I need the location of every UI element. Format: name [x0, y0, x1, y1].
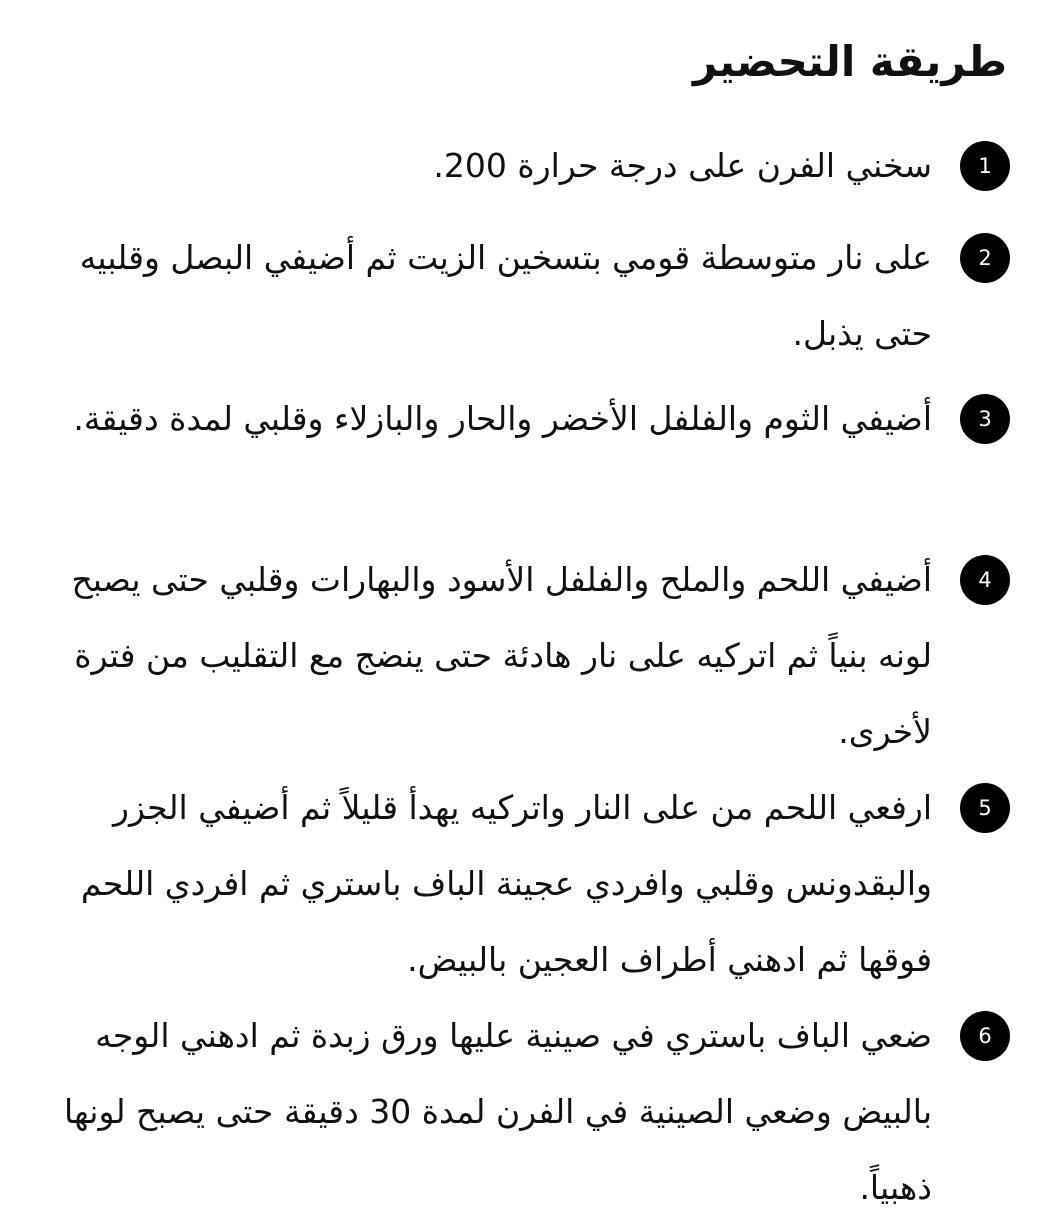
step-text: أضيفي الثوم والفلفل الأخضر والحار والبازلاء وقلبي لمدة دقيقة.: [73, 399, 932, 438]
step-text: سخني الفرن على درجة حرارة 200.: [433, 146, 932, 185]
step-number-badge: 1: [960, 141, 1010, 191]
step-item: [40, 233, 1010, 372]
step-text: أضيفي اللحم والملح والفلفل الأسود والبهارات وقلبي حتى يصبح لونه بنياً ثم اتركيه على نار هادئة حتى ينضج مع التقليب من فترة لأخرى.: [71, 560, 932, 751]
step-number-badge: 2: [960, 233, 1010, 283]
step-text: ضعي الباف باستري في صينية عليها ورق زبدة ثم ادهني الوجه بالبيض وضعي الصينية في الفرن لمدة 30 دقيقة حتى يصبح لونها ذهبياً.: [64, 1016, 932, 1207]
step-number-badge: 4: [960, 555, 1010, 605]
step-number-badge: 5: [960, 783, 1010, 833]
step-item: [40, 141, 1010, 204]
step-item: [40, 394, 1010, 457]
step-number-badge: 6: [960, 1011, 1010, 1061]
step-number-badge: 3: [960, 394, 1010, 444]
step-item: [40, 783, 1010, 998]
section-title: طريقة التحضير: [692, 37, 1007, 86]
step-item: [40, 1011, 1010, 1226]
step-text: على نار متوسطة قومي بتسخين الزيت ثم أضيفي البصل وقلبيه حتى يذبل.: [79, 238, 932, 353]
step-item: [40, 555, 1010, 770]
step-text: ارفعي اللحم من على النار واتركيه يهدأ قليلاً ثم أضيفي الجزر والبقدونس وقلبي وافردي عجينة الباف باستري ثم افردي اللحم فوقها ثم ادهني أطراف العجين بالبيض.: [80, 788, 932, 979]
